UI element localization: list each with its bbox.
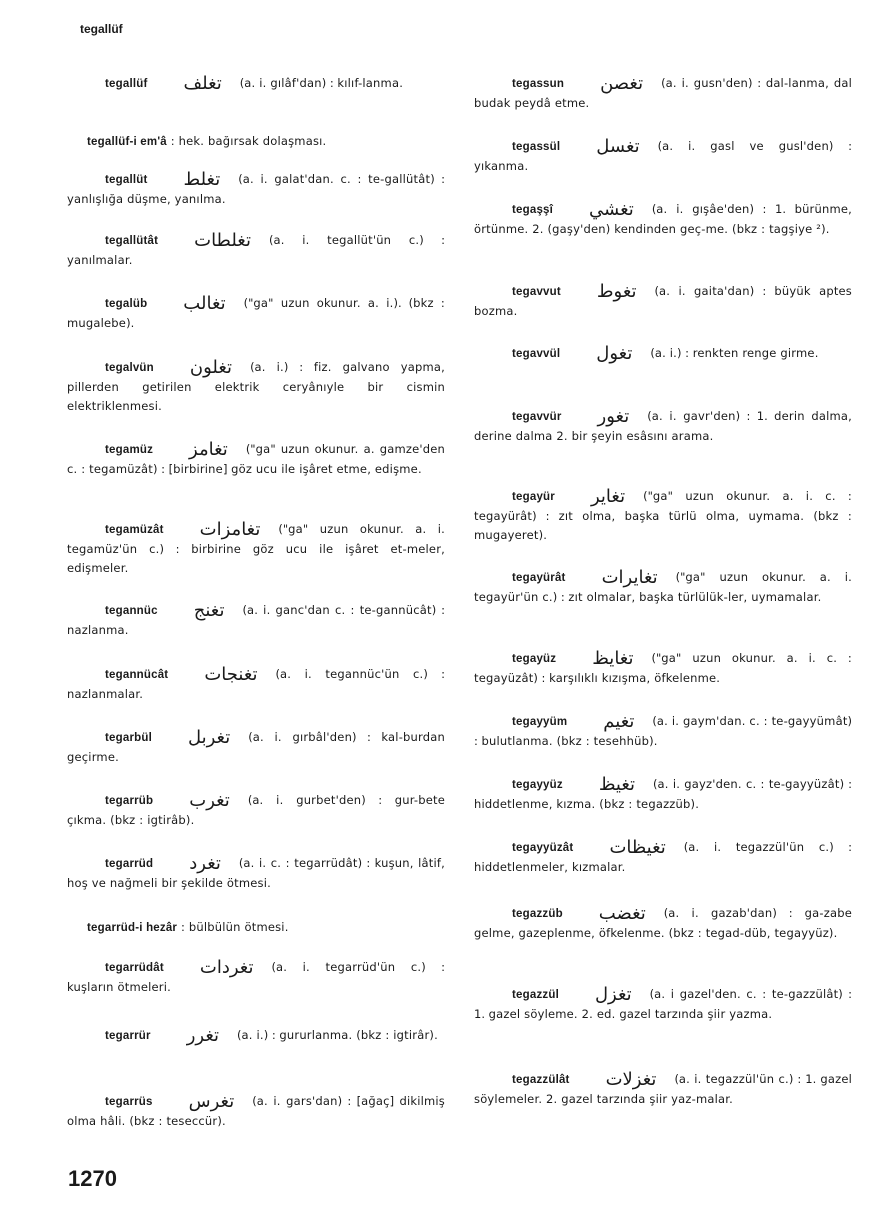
entry-headword: tegallütât [105, 235, 159, 247]
page-number: 1270 [68, 1166, 117, 1191]
entry-definition: ("ga" uzun okunur. a. gamze'den c. : tegamüzât) : [birbirine] göz ucu ile işâret etme, edişme. [67, 442, 445, 476]
entry-arabic: تغيم [603, 711, 635, 732]
entry-headword: tegayyüz [512, 779, 563, 791]
entry-definition: (a. i. gars'dan) : [ağaç] dikilmiş olma hâli. (bkz : teseccür). [67, 1094, 445, 1128]
entry-headword: tegayüz [512, 653, 557, 665]
entry-arabic: تغرد [189, 853, 221, 874]
entry-headword: tegamüzât [105, 524, 164, 536]
entry-arabic: تغربل [187, 727, 231, 748]
entry-definition: ("ga" uzun okunur. a. i. c. : tegayüzât) : karşılıklı kızışma, öfkelenme. [474, 651, 852, 685]
entry-headword: tegayür [512, 491, 555, 503]
entry [474, 200, 852, 239]
entry-arabic: تغلط [183, 169, 221, 190]
entry [67, 601, 445, 640]
entry-arabic: تغرب [189, 790, 230, 811]
entry-definition: (a. i. c. : tegarrüdât) : kuşun, lâtif, hoş ve nağmeli bir şekilde ötmesi. [67, 856, 445, 890]
entry-headword: tegarrür [105, 1030, 151, 1042]
entry-definition: (a. i. tegazzül'ün c.) : 1. gazel söylemeler. 2. gazel tarzında şiir yaz-malar. [474, 1072, 852, 1106]
entry-headword: tegalvün [105, 362, 154, 374]
entry-definition: (a. i. gaita'dan) : büyük aptes bozma. [474, 284, 852, 318]
entry-headword: tegarrüd-i hezâr [87, 922, 178, 934]
entry [474, 74, 852, 113]
entry-headword: tegamüz [105, 444, 154, 456]
entry-definition: (a. i. gurbet'den) : gur-bete çıkma. (bkz : igtirâb). [67, 793, 445, 827]
entry [67, 520, 445, 578]
entry [67, 958, 445, 997]
entry-definition: (a. i gazel'den. c. : te-gazzülât) : 1. gazel söyleme. 2. ed. gazel tarzında şiir yazma. [474, 987, 852, 1021]
entry-headword: tegayyüzât [512, 842, 574, 854]
entry-definition: (a. i. gasl ve gusl'den) : yıkanma. [474, 139, 852, 173]
entry-headword: tegallüf [105, 78, 148, 90]
entry-definition: (a. i. gışâe'den) : 1. bürünme, örtünme. 2. (gaşy'den) kendinden geç-me. (bkz : tagşiye ²). [474, 202, 852, 236]
entry-definition: (a. i. tegallüt'ün c.) : yanılmalar. [67, 233, 445, 267]
entry-headword: tegayyüm [512, 716, 568, 728]
entry [474, 649, 852, 688]
entry-arabic: تغلطات [194, 230, 251, 251]
entry-arabic: تغول [596, 343, 633, 364]
entry-arabic: تغور [597, 406, 630, 427]
entry [67, 440, 445, 479]
running-head: tegallüf [80, 22, 123, 36]
entry [67, 170, 445, 209]
entry-headword: tegaşşî [512, 204, 554, 216]
entry-arabic: تغزلات [605, 1069, 657, 1090]
entry-definition: (a. i. tegazzül'ün c.) : hiddetlenmeler, kızmalar. [474, 840, 852, 874]
entry [474, 487, 852, 545]
entry-definition: (a. i.) : renkten renge girme. [650, 346, 819, 360]
entry-definition: (a. i. gılâf'dan) : kılıf-lanma. [239, 76, 404, 90]
entry-definition: ("ga" uzun okunur. a. i.). (bkz : mugalebe). [67, 296, 445, 330]
entry-headword: tegannücât [105, 669, 169, 681]
entry-arabic: تغرر [186, 1025, 220, 1046]
entry-arabic: تغوط [596, 281, 637, 302]
entry-arabic: تغصن [600, 73, 644, 94]
entry-headword: tegavvür [512, 411, 562, 423]
entry [67, 791, 445, 830]
entry-definition: (a. i.) : fiz. galvano yapma, pillerden getirilen elektrik ceryânıyle bir cismin elektriklenmesi. [67, 360, 445, 413]
entry [474, 712, 852, 751]
entry-arabic: تغرس [188, 1091, 235, 1112]
entry [67, 294, 445, 333]
entry-headword: tegazzül [512, 989, 559, 1001]
entry-headword: tegassül [512, 141, 561, 153]
entry [474, 775, 852, 814]
entry [474, 282, 852, 321]
entry-headword: tegayürât [512, 572, 566, 584]
entry-headword: tegazzüb [512, 908, 563, 920]
entry-headword: tegannüc [105, 605, 158, 617]
entry [67, 1026, 438, 1046]
entry [474, 985, 852, 1024]
entry-arabic: تغامز [189, 439, 228, 460]
entry-arabic: تغشي [589, 199, 634, 220]
entry [474, 1070, 852, 1109]
entry-definition: (a. i.) : gururlanma. (bkz : igtirâr). [237, 1028, 438, 1042]
entry [67, 1092, 445, 1131]
entry [67, 74, 403, 94]
entry-arabic: تغايظ [592, 648, 634, 669]
entry-headword: tegarrüs [105, 1096, 153, 1108]
entry [474, 137, 852, 176]
entry [67, 132, 326, 152]
entry [474, 344, 819, 364]
entry [474, 568, 852, 607]
entry-definition: (a. i. gusn'den) : dal-lanma, dal budak peydâ etme. [474, 76, 852, 110]
entry-definition: : hek. bağırsak dolaşması. [170, 134, 327, 148]
entry-definition: (a. i. tegarrüd'ün c.) : kuşların ötmeleri. [67, 960, 445, 994]
entry [67, 665, 445, 704]
entry-definition: : bülbülün ötmesi. [180, 920, 289, 934]
entry-definition: (a. i. ganc'dan c. : te-gannücât) : nazlanma. [67, 603, 445, 637]
entry-definition: (a. i. gaym'dan. c. : te-gayyümât) : bulutlanma. (bkz : tesehhüb). [474, 714, 853, 748]
entry-headword: tegalüb [105, 298, 148, 310]
entry-arabic: تغزل [594, 984, 632, 1005]
entry-arabic: تغالب [183, 293, 226, 314]
entry [474, 407, 852, 446]
entry-headword: tegarrüb [105, 795, 154, 807]
entry-arabic: تغلون [189, 357, 233, 378]
entry-headword: tegallüf-i em'â [87, 136, 167, 148]
entry [474, 904, 852, 943]
entry-definition: (a. i. tegannüc'ün c.) : nazlanmalar. [67, 667, 445, 701]
entry-headword: tegavvut [512, 286, 561, 298]
entry-arabic: تغاير [590, 486, 626, 507]
entry [67, 728, 445, 767]
entry-definition: (a. i. gayz'den. c. : te-gayyüzât) : hiddetlenme, kızma. (bkz : tegazzüb). [474, 777, 852, 811]
entry [67, 918, 289, 938]
entry-arabic: تغردات [199, 957, 254, 978]
entry [67, 854, 445, 893]
entry [67, 358, 445, 416]
entry-arabic: تغسل [596, 136, 640, 157]
entry-headword: tegarbül [105, 732, 152, 744]
entry-arabic: تغنجات [204, 664, 258, 685]
entry-headword: tegallüt [105, 174, 148, 186]
entry-headword: tegazzülât [512, 1074, 570, 1086]
entry-arabic: تغنج [193, 600, 225, 621]
entry-arabic: تغيظ [598, 774, 636, 795]
entry-definition: (a. i. gazab'dan) : ga-zabe gelme, gazeplenme, öfkelenme. (bkz : tegad-düb, tegayyüz). [474, 906, 852, 940]
entry-arabic: تغامزات [199, 519, 261, 540]
entry-definition: ("ga" uzun okunur. a. i. tegamüz'ün c.) : birbirine göz ucu ile işâret et-meler, edişmeler. [67, 522, 445, 575]
entry-arabic: تغلف [183, 73, 222, 94]
entry-arabic: تغضب [598, 903, 646, 924]
entry [67, 231, 445, 270]
entry-definition: ("ga" uzun okunur. a. i. tegayür'ün c.) : zıt olmalar, başka türlülük-ler, uymamalar. [474, 570, 852, 604]
entry [474, 838, 852, 877]
entry-definition: ("ga" uzun okunur. a. i. c. : tegayürât) : zıt olma, başka türlü olma, uymama. (bkz : mugayeret). [474, 489, 852, 542]
entry-headword: tegassun [512, 78, 565, 90]
entry-headword: tegarrüdât [105, 962, 164, 974]
entry-arabic: تغايرات [601, 567, 658, 588]
entry-arabic: تغيظات [609, 837, 666, 858]
entry-headword: tegavvül [512, 348, 561, 360]
entry-definition: (a. i. gavr'den) : 1. derin dalma, derine dalma 2. bir şeyin esâsını arama. [474, 409, 852, 443]
entry-definition: (a. i. gırbâl'den) : kal-burdan geçirme. [67, 730, 445, 764]
entry-headword: tegarrüd [105, 858, 154, 870]
entry-definition: (a. i. galat'dan. c. : te-gallütât) : yanlışlığa düşme, yanılma. [67, 172, 445, 206]
